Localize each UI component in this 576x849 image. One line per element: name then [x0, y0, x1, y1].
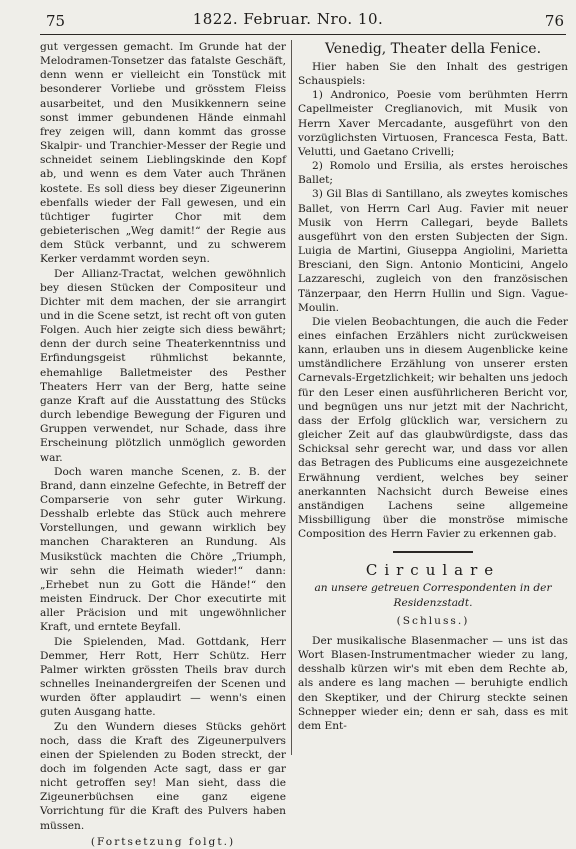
list-item-andronico: 1) Andronico, Poesie vom berühmten Herrn Capellmeister Creglianovich, mit Musik von Herrn Xaver Mercadante, ausgeführt von den vorzüglichsten Virtuosen, Francesca Festa, Batt. Velutti, und Gaetano Crivelli; — [298, 89, 568, 158]
list-item-gil-blas: 3) Gil Blas di Santillano, als zweytes komisches Ballet, von Herrn Carl Aug. Favier mit neuer Musik von Herrn Callegari, beyde Ballets ausgeführt von den ersten Subjecten der Sign. Luigia de Martini, Giuseppa Angiolini, Marietta Bresciani, den Sign. Antonio Monticini, Angelo Lazzareschi, zugleich von den französischen Tänzerpaar, den Herrn Hullin und Sign. Vague-Moulin. — [298, 188, 568, 314]
circulare-subtitle: an unsere getreuen Correspondenten in der Residenzstadt. — [314, 582, 552, 609]
paragraph-wonders: Zu den Wundern dieses Stücks gehört noch, dass die Kraft des Zigeunerpulvers einen der Spielenden zu Boden streckt, der doch im folgenden Acte sagt, dass er gar nicht getroffen sey! Man sieht, dass die Zigeunerbüchsen eine ganz eigene Vorrichtung für die Kraft des Pulvers haben müssen. — [40, 720, 286, 832]
page-number-right: 76 — [544, 12, 564, 30]
list-item-romolo: 2) Romolo und Ersilia, als erstes heroisches Ballet; — [298, 160, 568, 187]
page-number-left: 75 — [46, 12, 66, 30]
column-divider — [291, 40, 292, 755]
section-rule — [393, 551, 473, 553]
paragraph-cast: Die Spielenden, Mad. Gottdank, Herr Demmer, Herr Rott, Herr Schütz. Herr Palmer wirkten grössten Theils brav durch schnelles Ineinandergreifen der Scenen und wurden öfter applaudirt — wenn's einen guten Ausgang hatte. — [40, 635, 286, 719]
section-title-venedig: Venedig, Theater della Fenice. — [324, 41, 542, 57]
right-column — [298, 40, 568, 733]
paragraph-melodrama: gut vergessen gemacht. Im Grunde hat der Melodramen-Tonsetzer das fatalste Geschäft, denn wenn er vielleicht ein Tonstück mit besonderer Vorliebe und grösstem Fleiss ausarbeitet, und den Musikkennern seine sonst immer gebundenen Hände einmahl frey zeigen will, dann kommt das grosse Skalpir- und Tranchier-Messer der Regie und schneidet seinem Lieblingskinde den Kopf ab, und wenn es dem Vater auch Thränen kostete. Es soll diess bey dieser Zigeunerinn ebenfalls wieder der Fall gewesen, und ein tüchtiger fugirter Chor mit dem gebieterischen „Weg damit!“ der Regie aus dem Stück verbannt, und zu schwerem Kerker verdammt worden seyn. — [40, 41, 286, 266]
schluss-label: (Schluss.) — [396, 614, 470, 627]
paragraph-intro: Hier haben Sie den Inhalt des gestrigen Schauspiels: — [298, 61, 568, 88]
section-title-circulare: Circulare — [365, 561, 501, 580]
paragraph-scenes: Doch waren manche Scenen, z. B. der Brand, dann einzelne Gefechte, in Betreff der Comparserie von sehr guter Wirkung. Desshalb erlebte das Stück auch mehrere Vorstellungen, und gewann wirklich bey manchen Charakteren an Rundung. Als Musikstück machten die Chöre „Triumph, wir sehn die Heimath wieder!“ dann: „Erhebet nun zu Gott die Hände!“ den meisten Eindruck. Der Chor executirte mit aller Präcision und mit ungewöhnlicher Kraft, und erntete Beyfall. — [40, 465, 286, 634]
left-column — [40, 40, 286, 849]
header-rule — [40, 34, 566, 35]
page-header — [0, 4, 576, 32]
paragraph-allianz-tractat: Der Allianz-Tractat, welchen gewöhnlich bey diesen Stücken der Compositeur und Dichter mit dem machen, der sie arrangirt und in die Scene setzt, ist recht oft von guten Folgen. Auch hier zeigte sich diess bewährt; denn der durch seine Theaterkenntniss und Erfindungsgeist rühmlichst bekannte, ehemahlige Balletmeister des Pesther Theaters Herr van der Berg, hatte seine ganze Kraft auf die Ausstattung des Stücks durch lebendige Bewegung der Figuren und Gruppen verwendet, nur Schade, dass ihre Erscheinung plötzlich unmöglich geworden war. — [40, 267, 286, 464]
paragraph-observations: Die vielen Beobachtungen, die auch die Feder eines einfachen Erzählers nicht zurückweisen kann, erlauben uns in diesem Augenblicke keine umständlichere Erzählung von unserer ersten Carnevals-Ergetzlichkeit; wir behalten uns jedoch für den Leser einen ausführlicheren Bericht vor, und begnügen uns nur jetzt mit der Nachricht, dass der Erfolg glücklich war, versichern zu gleicher Zeit auf das glaubwürdigste, dass das Schicksal sehr gerecht war, und dass vor allen das Betragen des Publicums eine ausgezeichnete Erwähnung verdient, welches bey seiner anerkannten Nachsicht durch Beweise eines anständigen Lachens seine allgemeine Missbilligung über die monströse mimische Composition des Herrn Favier zu erkennen gab. — [298, 315, 568, 541]
continuation-note: (Fortsetzung folgt.) — [90, 835, 236, 848]
paragraph-blasenmacher: Der musikalische Blasenmacher — uns ist das Wort Blasen-Instrumentmacher wieder zu lang, desshalb kürzen wir's mit eben dem Rechte ab, als andere es lang machen — beruhigte endlich den Skeptiker, und der Chirurg steckte seinen Schnepper wieder ein; denn er sah, dass es mit dem Ent- — [298, 634, 568, 732]
issue-date: 1822. Februar. Nro. 10. — [192, 10, 384, 28]
